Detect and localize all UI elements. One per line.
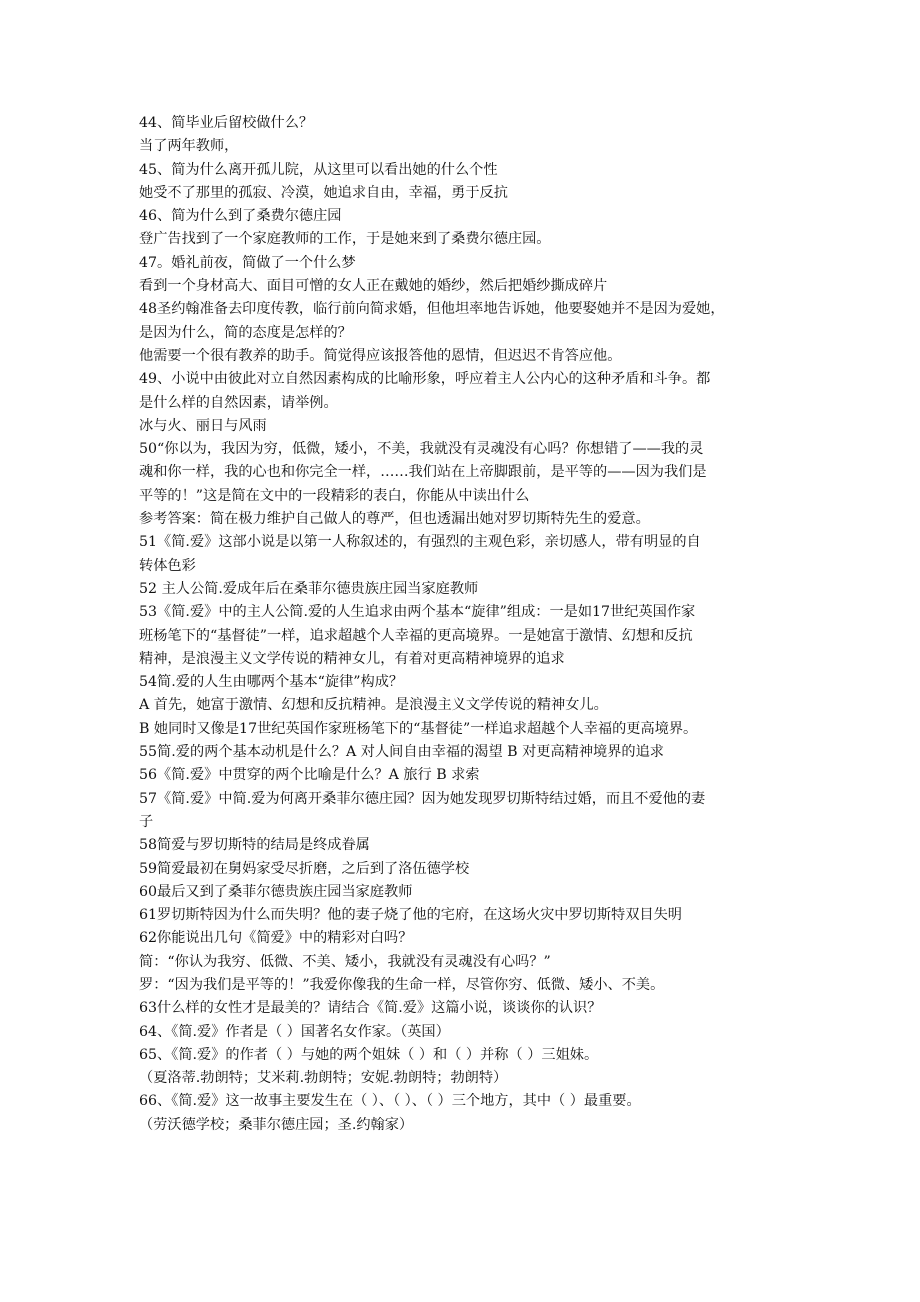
text-line: 48圣约翰准备去印度传教，临行前向简求婚，但他坦率地告诉她，他要娶她并不是因为爱她， <box>139 301 725 318</box>
text-line: 魂和你一样，我的心也和你完全一样，……我们站在上帝脚跟前，是平等的——因为我们是 <box>139 464 707 481</box>
text-line: 56《简.爱》中贯穿的两个比喻是什么？A 旅行 B 求索 <box>139 767 480 784</box>
text-line: 当了两年教师， <box>139 138 239 155</box>
text-line: 61罗切斯特因为什么而失明？他的妻子烧了他的宅府，在这场火灾中罗切斯特双目失明 <box>139 907 682 924</box>
document-body <box>139 112 789 1137</box>
text-line: （劳沃德学校；桑菲尔德庄园；圣.约翰家） <box>139 1116 414 1133</box>
text-line: 精神，是浪漫主义文学传说的精神女儿，有着对更高精神境界的追求 <box>139 650 565 667</box>
text-line: 52 主人公简.爱成年后在桑菲尔德贵族庄园当家庭教师 <box>139 580 479 597</box>
text-line: 45、简为什么离开孤儿院，从这里可以看出她的什么个性 <box>139 161 498 178</box>
text-line: 57《简.爱》中简.爱为何离开桑菲尔德庄园？因为她发现罗切斯特结过婚，而且不爱他的妻 <box>139 790 706 807</box>
text-line: 55简.爱的两个基本动机是什么？A 对人间自由幸福的渴望 B 对更高精神境界的追求 <box>139 744 664 761</box>
text-line: 他需要一个很有教养的助手。简觉得应该报答他的恩情，但迟迟不肯答应他。 <box>139 347 622 364</box>
text-line: 59简爱最初在舅妈家受尽折磨，之后到了洛伍德学校 <box>139 860 470 877</box>
text-line: 转体色彩 <box>139 557 196 574</box>
text-line: 是什么样的自然因素，请举例。 <box>139 394 338 411</box>
text-line: 是因为什么，简的态度是怎样的？ <box>139 324 352 341</box>
text-line: 简：“你认为我穷、低微、不美、矮小，我就没有灵魂没有心吗？” <box>139 953 551 970</box>
text-line: 62你能说出几句《简爱》中的精彩对白吗？ <box>139 930 413 947</box>
text-line: 冰与火、丽日与风雨 <box>139 417 267 434</box>
text-line: 46、简为什么到了桑费尔德庄园 <box>139 208 342 225</box>
text-line: A 首先，她富于激情、幻想和反抗精神。是浪漫主义文学传说的精神女儿。 <box>139 697 608 714</box>
text-line: 子 <box>139 813 154 830</box>
text-line: （夏洛蒂.勃朗特；艾米莉.勃朗特；安妮.勃朗特；勃朗特） <box>139 1070 508 1087</box>
text-line: 53《简.爱》中的主人公简.爱的人生追求由两个基本“旋律”组成：一是如17世纪英国作家 <box>139 604 696 621</box>
text-line: 49、小说中由彼此对立自然因素构成的比喻形象，呼应着主人公内心的这种矛盾和斗争。都 <box>139 371 711 388</box>
text-line: 54简.爱的人生由哪两个基本“旋律”构成？ <box>139 674 404 691</box>
text-line: 64、《简.爱》作者是（ ）国著名女作家。（英国） <box>139 1023 450 1040</box>
text-line: 参考答案：简在极力维护自己做人的尊严，但也透漏出她对罗切斯特先生的爱意。 <box>139 511 650 528</box>
text-line: 63什么样的女性才是最美的？请结合《简.爱》这篇小说，谈谈你的认识？ <box>139 1000 602 1017</box>
text-line: 60最后又到了桑菲尔德贵族庄园当家庭教师 <box>139 883 413 900</box>
text-line: 65、《简.爱》的作者（ ）与她的两个姐妹（ ）和（ ）并称（ ）三姐妹。 <box>139 1046 599 1063</box>
text-line: 她受不了那里的孤寂、冷漠，她追求自由，幸福，勇于反抗 <box>139 184 508 201</box>
text-line: 58简爱与罗切斯特的结局是终成眷属 <box>139 837 370 854</box>
text-line: 50“你以为，我因为穷，低微，矮小，不美，我就没有灵魂没有心吗？你想错了——我的灵 <box>139 441 704 458</box>
text-line: 平等的！”这是简在文中的一段精彩的表白，你能从中读出什么 <box>139 487 530 504</box>
text-line: 47。婚礼前夜，简做了一个什么梦 <box>139 254 356 271</box>
text-line: B 她同时又像是17世纪英国作家班杨笔下的“基督徒”一样追求超越个人幸福的更高境界。 <box>139 720 698 737</box>
text-line: 51《简.爱》这部小说是以第一人称叙述的，有强烈的主观色彩，亲切感人，带有明显的自 <box>139 534 701 551</box>
text-line: 罗：“因为我们是平等的！”我爱你像我的生命一样，尽管你穷、低微、矮小、不美。 <box>139 976 665 993</box>
text-line: 看到一个身材高大、面目可憎的女人正在戴她的婚纱，然后把婚纱撕成碎片 <box>139 278 608 295</box>
text-line: 66、《简.爱》这一故事主要发生在（ ）、（ ）、（ ）三个地方，其中（ ）最重要。 <box>139 1093 641 1110</box>
text-line: 登广告找到了一个家庭教师的工作，于是她来到了桑费尔德庄园。 <box>139 231 551 248</box>
text-line: 班杨笔下的“基督徒”一样，追求超越个人幸福的更高境界。一是她富于激情、幻想和反抗 <box>139 627 693 644</box>
text-line: 44、简毕业后留校做什么？ <box>139 115 314 131</box>
